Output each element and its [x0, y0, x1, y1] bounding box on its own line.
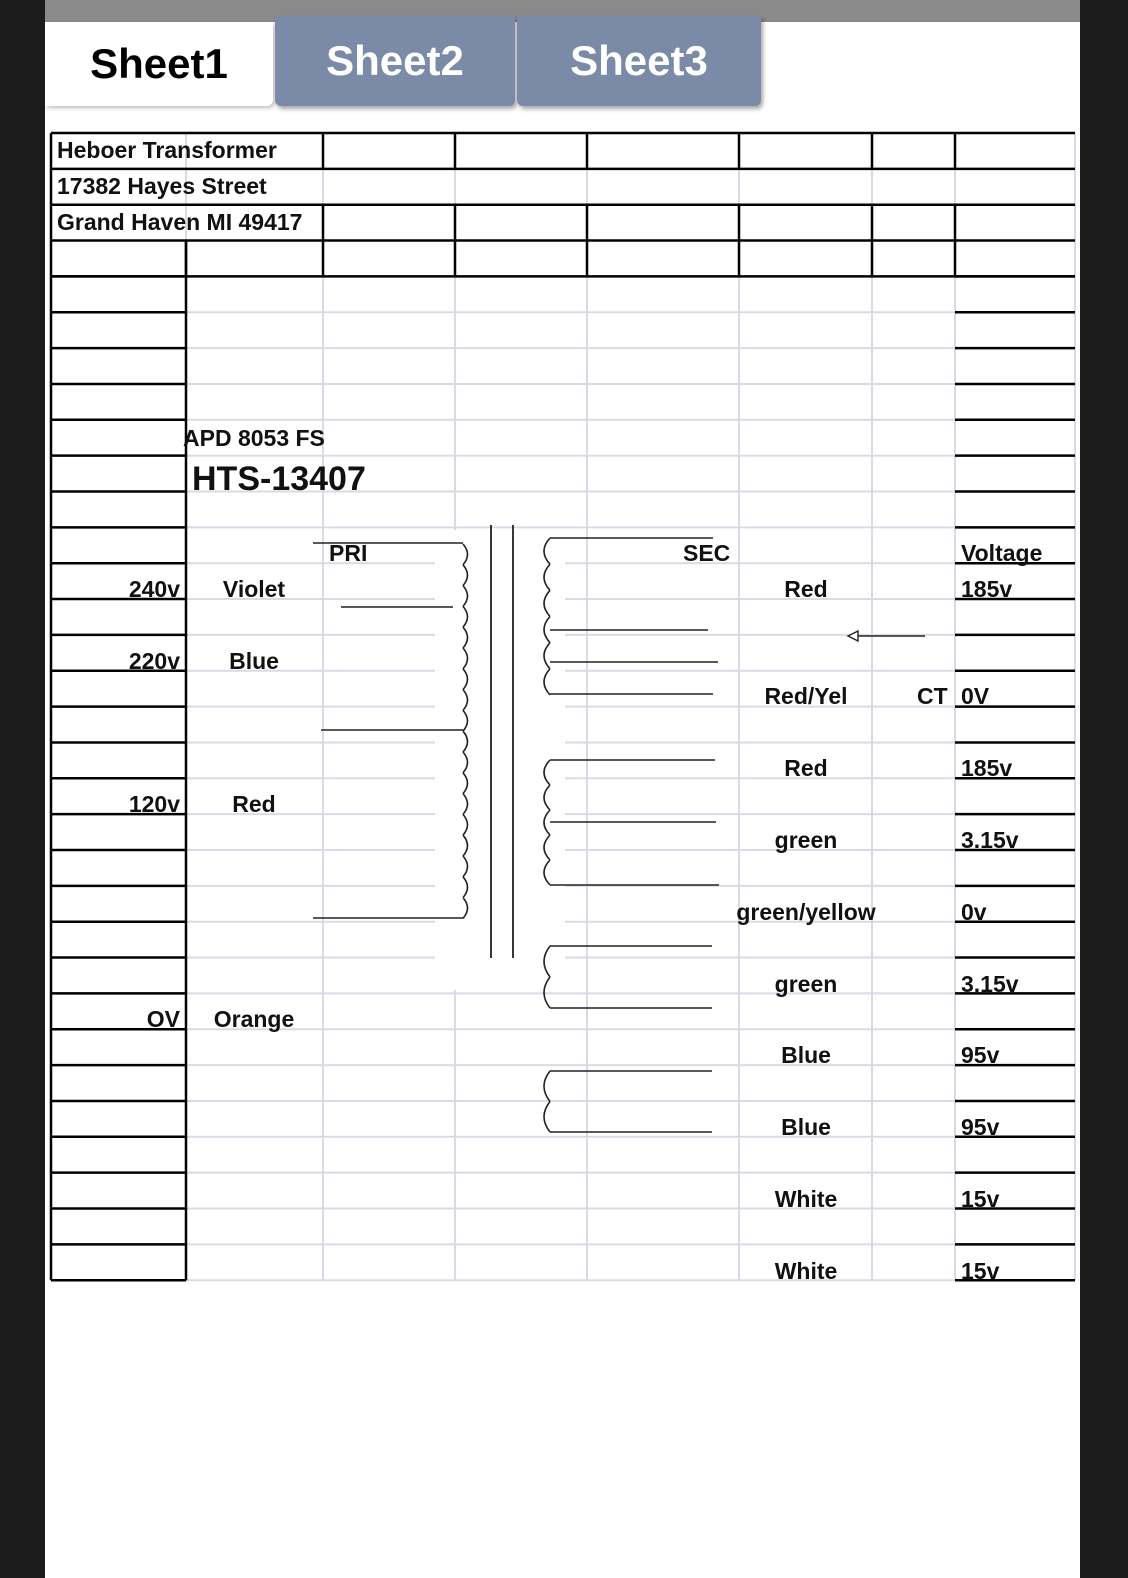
secondary-wire: White: [774, 1258, 838, 1284]
secondary-wire: green: [774, 971, 838, 997]
secondary-voltage: 0v: [961, 899, 987, 925]
secondary-voltage: 95v: [961, 1042, 1000, 1068]
city-address: Grand Haven MI 49417: [57, 209, 303, 235]
model-label: APD 8053 FS: [183, 425, 325, 451]
right-bezel: [1080, 0, 1128, 1578]
secondary-wire: green/yellow: [736, 899, 876, 925]
secondary-wire: Red: [784, 755, 828, 781]
secondary-wire: White: [774, 1186, 838, 1212]
street-address: 17382 Hayes Street: [57, 173, 267, 199]
part-number: HTS-13407: [192, 460, 366, 498]
spreadsheet-page: [45, 0, 1080, 1578]
pri-label: PRI: [329, 540, 368, 566]
primary-wire: Blue: [229, 648, 279, 674]
primary-wire: Orange: [213, 1006, 295, 1032]
tab-sheet3[interactable]: Sheet3: [517, 16, 761, 106]
tab-sheet1[interactable]: Sheet1: [45, 22, 273, 106]
spreadsheet-grid: [45, 0, 1080, 1578]
ct-label: CT: [917, 683, 948, 709]
secondary-wire: Red: [784, 576, 828, 602]
secondary-wire: Blue: [781, 1114, 831, 1140]
primary-voltage: 120v: [128, 791, 180, 817]
secondary-voltage: 3.15v: [961, 971, 1019, 997]
primary-voltage: 240v: [128, 576, 180, 602]
secondary-voltage: 95v: [961, 1114, 1000, 1140]
tab-sheet2[interactable]: Sheet2: [275, 16, 515, 106]
secondary-wire: Red/Yel: [764, 683, 848, 709]
secondary-voltage: 0V: [961, 683, 990, 709]
primary-wire: Red: [232, 791, 276, 817]
secondary-voltage: 3.15v: [961, 827, 1019, 853]
left-bezel: [0, 0, 45, 1578]
sec-label: SEC: [683, 540, 731, 566]
secondary-voltage: 15v: [961, 1258, 1000, 1284]
secondary-wire: Blue: [781, 1042, 831, 1068]
primary-wire: Violet: [222, 576, 286, 602]
secondary-voltage: 15v: [961, 1186, 1000, 1212]
secondary-wire: green: [774, 827, 838, 853]
primary-voltage: 220v: [128, 648, 180, 674]
company-name: Heboer Transformer: [57, 137, 277, 163]
voltage-header: Voltage: [961, 540, 1043, 566]
primary-voltage: OV: [146, 1006, 180, 1032]
secondary-voltage: 185v: [961, 755, 1013, 781]
arrow-left-icon: [848, 631, 858, 641]
secondary-voltage: 185v: [961, 576, 1013, 602]
